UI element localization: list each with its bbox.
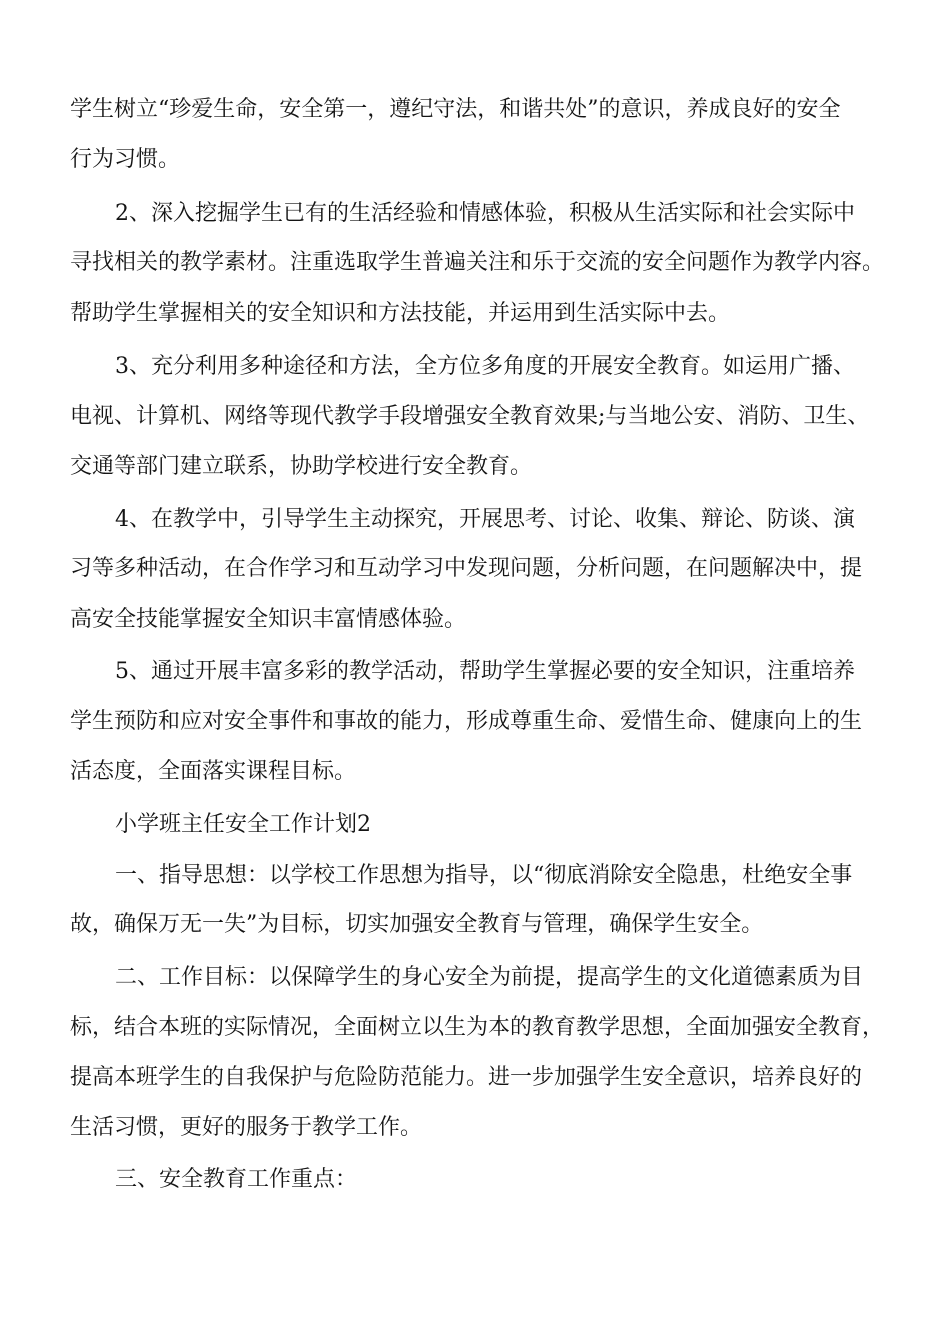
text-line: 交通等部门建立联系，协助学校进行安全教育。	[70, 454, 533, 479]
text-line: 习等多种活动，在合作学习和互动学习中发现问题，分析问题，在问题解决中，提	[70, 556, 863, 581]
text-line: 3、充分利用多种途径和方法，全方位多角度的开展安全教育。如运用广播、	[115, 354, 855, 379]
text-line: 4、在教学中，引导学生主动探究，开展思考、讨论、收集、辩论、防谈、演	[115, 507, 855, 532]
text-line: 学生预防和应对安全事件和事故的能力，形成尊重生命、爱惜生命、健康向上的生	[70, 709, 863, 734]
text-line: 帮助学生掌握相关的安全知识和方法技能，并运用到生活实际中去。	[70, 301, 731, 326]
text-line: 活态度，全面落实课程目标。	[70, 759, 357, 784]
text-line: 一、指导思想：以学校工作思想为指导，以“彻底消除安全隐患，杜绝安全事	[115, 863, 853, 888]
text-line: 故，确保万无一失”为目标，切实加强安全教育与管理，确保学生安全。	[70, 912, 764, 937]
text-line: 电视、计算机、网络等现代教学手段增强安全教育效果;与当地公安、消防、卫生、	[70, 404, 870, 429]
text-line: 5、通过开展丰富多彩的教学活动，帮助学生掌握必要的安全知识，注重培养	[115, 659, 855, 684]
text-line: 高安全技能掌握安全知识丰富情感体验。	[70, 607, 467, 632]
text-line: 2、深入挖掘学生已有的生活经验和情感体验，积极从生活实际和社会实际中	[115, 201, 855, 226]
section-heading: 小学班主任安全工作计划2	[115, 812, 371, 837]
text-line: 生活习惯，更好的服务于教学工作。	[70, 1115, 423, 1140]
text-line: 二、工作目标：以保障学生的身心安全为前提，提高学生的文化道德素质为目	[115, 965, 864, 990]
text-line: 行为习惯。	[70, 147, 181, 172]
text-line: 提高本班学生的自我保护与危险防范能力。进一步加强学生安全意识，培养良好的	[70, 1065, 863, 1090]
text-line: 三、安全教育工作重点：	[115, 1167, 358, 1192]
text-line: 寻找相关的教学素材。注重选取学生普遍关注和乐于交流的安全问题作为教学内容。	[70, 250, 885, 275]
text-line: 学生树立“珍爱生命，安全第一，遵纪守法，和谐共处”的意识，养成良好的安全	[70, 97, 841, 122]
text-line: 标，结合本班的实际情况，全面树立以生为本的教育教学思想，全面加强安全教育，	[70, 1015, 885, 1040]
